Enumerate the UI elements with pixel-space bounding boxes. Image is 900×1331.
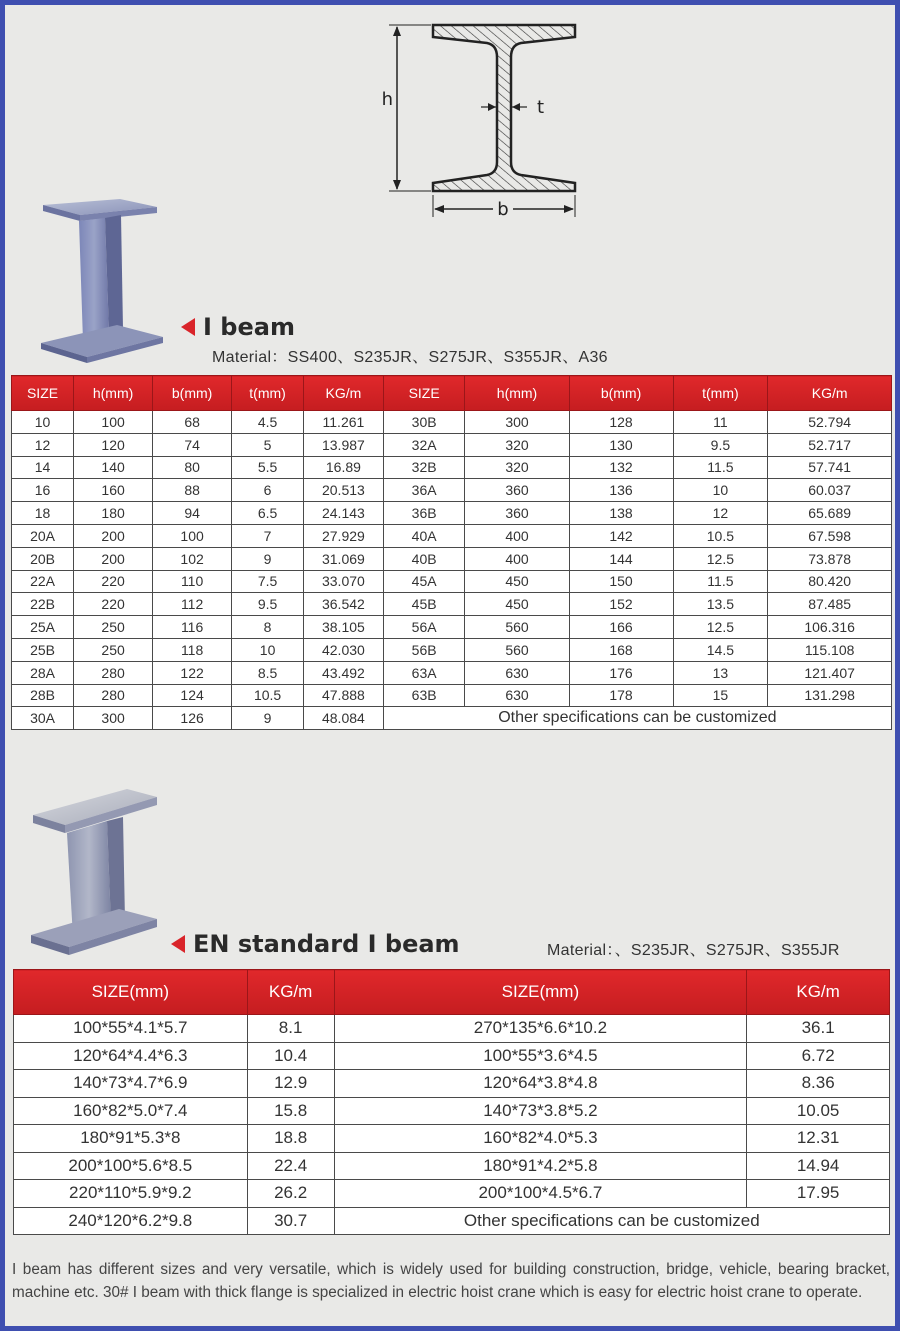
table-row [14,1070,890,1098]
table-cell: 28B [12,684,74,707]
table-cell: 33.070 [304,570,384,593]
red-arrow-icon [171,935,185,953]
table-cell: 118 [153,638,232,661]
table-cell: 160*82*4.0*5.3 [334,1125,747,1153]
table-cell: 20B [12,547,74,570]
table-cell: 36B [383,502,465,525]
table-cell: 400 [465,524,569,547]
table-cell: 68 [153,411,232,434]
catalog-sheet [5,5,895,1326]
table-cell: 52.794 [768,411,892,434]
table-cell: 11.5 [673,456,768,479]
table-cell: 128 [569,411,673,434]
column-header: t(mm) [232,376,304,411]
en-i-beam-spec-table [13,969,890,1235]
table-cell: 15 [673,684,768,707]
table-cell: 100*55*3.6*4.5 [334,1042,747,1070]
material-label: Material：SS400、S235JR、S275JR、S355JR、A36 [212,349,608,366]
column-header: b(mm) [153,376,232,411]
table-cell: 40A [383,524,465,547]
table-cell: 43.492 [304,661,384,684]
table-cell: 63B [383,684,465,707]
table-cell: 5.5 [232,456,304,479]
table-cell: 220 [74,570,153,593]
table-cell: 160*82*5.0*7.4 [14,1097,248,1125]
table-cell: 8 [232,616,304,639]
table-cell: 10.5 [673,524,768,547]
column-header: SIZE(mm) [14,970,248,1015]
table-cell: 116 [153,616,232,639]
table-row [12,502,892,525]
table-cell: 176 [569,661,673,684]
table-cell: 178 [569,684,673,707]
table-cell: 30B [383,411,465,434]
table-cell: 630 [465,661,569,684]
table-cell: 200 [74,524,153,547]
table-cell: 110 [153,570,232,593]
table-cell: 12.9 [247,1070,334,1098]
column-header: KG/m [247,970,334,1015]
table-cell: 9 [232,547,304,570]
table-cell: 36A [383,479,465,502]
table-cell: 6 [232,479,304,502]
column-header: t(mm) [673,376,768,411]
table-cell: 250 [74,638,153,661]
table-cell: 450 [465,593,569,616]
table-cell: 136 [569,479,673,502]
column-header: KG/m [304,376,384,411]
section-title: EN standard I beam [193,930,460,958]
table-row [12,593,892,616]
table-cell: 47.888 [304,684,384,707]
table-row [14,1015,890,1043]
table-cell: 142 [569,524,673,547]
table-cell: 140*73*4.7*6.9 [14,1070,248,1098]
table-cell: 10.05 [747,1097,890,1125]
table-cell: 100 [74,411,153,434]
table-cell: 10 [673,479,768,502]
table-row [12,616,892,639]
table-cell: 32A [383,433,465,456]
table-cell: 9.5 [673,433,768,456]
table-row [12,638,892,661]
column-header: SIZE [383,376,465,411]
table-cell: 25B [12,638,74,661]
h-label: h [381,89,393,110]
table-cell: 14.94 [747,1152,890,1180]
table-cell: 65.689 [768,502,892,525]
table-cell: 10.5 [232,684,304,707]
table-cell: 140 [74,456,153,479]
table-cell: 40B [383,547,465,570]
table-row [14,1152,890,1180]
table-row [12,684,892,707]
table-cell: 7 [232,524,304,547]
table-header-row [14,970,890,1015]
description-text: I beam has different sizes and very versatile, which is widely used for building construction, bridge, vehicle, bearing bracket, machine etc. 30# I beam with thick flange is specialized in electric hoist crane which is easy for electric hoist crane to operate. [12,1261,890,1301]
table-cell: 18 [12,502,74,525]
table-row [12,411,892,434]
table-row [12,661,892,684]
table-cell: 30.7 [247,1207,334,1235]
table-cell: 180 [74,502,153,525]
table-cell: 94 [153,502,232,525]
customization-note: Other specifications can be customized [383,707,891,730]
table-cell: 100*55*4.1*5.7 [14,1015,248,1043]
table-cell: 320 [465,456,569,479]
table-cell: 102 [153,547,232,570]
table-cell: 16 [12,479,74,502]
table-cell: 12.31 [747,1125,890,1153]
section-title: I beam [203,313,295,341]
table-cell: 7.5 [232,570,304,593]
table-cell: 560 [465,616,569,639]
table-cell: 220*110*5.9*9.2 [14,1180,248,1208]
table-cell: 5 [232,433,304,456]
table-cell: 9 [232,707,304,730]
table-cell: 60.037 [768,479,892,502]
table-cell: 140*73*3.8*5.2 [334,1097,747,1125]
i-beam-photo [35,193,165,365]
table-cell: 36.1 [747,1015,890,1043]
table-row [14,1207,890,1235]
table-cell: 6.72 [747,1042,890,1070]
table-cell: 18.8 [247,1125,334,1153]
column-header: SIZE [12,376,74,411]
table-cell: 250 [74,616,153,639]
table-cell: 13.987 [304,433,384,456]
table-cell: 131.298 [768,684,892,707]
table-cell: 30A [12,707,74,730]
table-cell: 31.069 [304,547,384,570]
table-row [12,570,892,593]
table-cell: 52.717 [768,433,892,456]
table-cell: 300 [465,411,569,434]
table-cell: 22B [12,593,74,616]
table-cell: 80 [153,456,232,479]
table-cell: 24.143 [304,502,384,525]
table-cell: 300 [74,707,153,730]
table-cell: 28A [12,661,74,684]
column-header: h(mm) [465,376,569,411]
b-label: b [497,199,509,220]
table-row [14,1097,890,1125]
table-cell: 122 [153,661,232,684]
column-header: h(mm) [74,376,153,411]
i-beam-cross-section-diagram [375,17,595,222]
table-row [12,524,892,547]
table-cell: 13 [673,661,768,684]
table-cell: 320 [465,433,569,456]
table-cell: 4.5 [232,411,304,434]
en-i-beam-photo [27,785,162,960]
table-cell: 11 [673,411,768,434]
table-cell: 36.542 [304,593,384,616]
table-cell: 73.878 [768,547,892,570]
table-cell: 560 [465,638,569,661]
table-row [14,1125,890,1153]
en-i-beam-heading [171,930,460,958]
table-cell: 220 [74,593,153,616]
table-cell: 88 [153,479,232,502]
table-cell: 280 [74,661,153,684]
table-cell: 630 [465,684,569,707]
table-cell: 16.89 [304,456,384,479]
column-header: KG/m [747,970,890,1015]
table-cell: 74 [153,433,232,456]
table-cell: 45A [383,570,465,593]
t-label: t [537,97,545,118]
table-cell: 166 [569,616,673,639]
table-cell: 112 [153,593,232,616]
table-cell: 14.5 [673,638,768,661]
table-cell: 63A [383,661,465,684]
table-cell: 150 [569,570,673,593]
table-cell: 56A [383,616,465,639]
table-cell: 9.5 [232,593,304,616]
table-cell: 120*64*4.4*6.3 [14,1042,248,1070]
table-cell: 25A [12,616,74,639]
table-cell: 38.105 [304,616,384,639]
table-row [12,433,892,456]
table-cell: 200*100*5.6*8.5 [14,1152,248,1180]
table-cell: 10 [232,638,304,661]
table-row [12,456,892,479]
column-header: KG/m [768,376,892,411]
table-cell: 8.5 [232,661,304,684]
table-cell: 20.513 [304,479,384,502]
table-row [14,1042,890,1070]
table-cell: 360 [465,479,569,502]
table-cell: 280 [74,684,153,707]
table-cell: 6.5 [232,502,304,525]
table-cell: 130 [569,433,673,456]
table-cell: 450 [465,570,569,593]
table-cell: 80.420 [768,570,892,593]
table-cell: 20A [12,524,74,547]
table-cell: 200*100*4.5*6.7 [334,1180,747,1208]
table-cell: 12 [12,433,74,456]
table-cell: 200 [74,547,153,570]
table-cell: 22A [12,570,74,593]
table-row [12,707,892,730]
table-cell: 144 [569,547,673,570]
table-cell: 32B [383,456,465,479]
table-cell: 360 [465,502,569,525]
table-cell: 8.1 [247,1015,334,1043]
table-cell: 14 [12,456,74,479]
table-cell: 126 [153,707,232,730]
column-header: b(mm) [569,376,673,411]
table-cell: 240*120*6.2*9.8 [14,1207,248,1235]
table-cell: 10 [12,411,74,434]
table-cell: 12 [673,502,768,525]
table-cell: 27.929 [304,524,384,547]
table-header-row [12,376,892,411]
table-cell: 132 [569,456,673,479]
table-cell: 11.261 [304,411,384,434]
table-cell: 87.485 [768,593,892,616]
table-cell: 120 [74,433,153,456]
table-cell: 67.598 [768,524,892,547]
red-arrow-icon [181,318,195,336]
table-cell: 11.5 [673,570,768,593]
table-cell: 22.4 [247,1152,334,1180]
table-cell: 17.95 [747,1180,890,1208]
table-cell: 13.5 [673,593,768,616]
table-cell: 42.030 [304,638,384,661]
table-cell: 400 [465,547,569,570]
table-cell: 138 [569,502,673,525]
customization-note: Other specifications can be customized [334,1207,889,1235]
table-cell: 26.2 [247,1180,334,1208]
table-cell: 270*135*6.6*10.2 [334,1015,747,1043]
table-cell: 15.8 [247,1097,334,1125]
table-cell: 168 [569,638,673,661]
table-cell: 10.4 [247,1042,334,1070]
i-beam-spec-table [11,375,892,730]
table-cell: 8.36 [747,1070,890,1098]
table-cell: 12.5 [673,547,768,570]
material-label: Material：、S235JR、S275JR、S355JR [547,942,840,959]
table-cell: 160 [74,479,153,502]
table-row [14,1180,890,1208]
table-cell: 115.108 [768,638,892,661]
table-row [12,479,892,502]
table-cell: 180*91*5.3*8 [14,1125,248,1153]
table-cell: 45B [383,593,465,616]
table-cell: 56B [383,638,465,661]
i-beam-heading [181,313,295,341]
table-cell: 57.741 [768,456,892,479]
table-row [12,547,892,570]
table-cell: 100 [153,524,232,547]
column-header: SIZE(mm) [334,970,747,1015]
table-cell: 48.084 [304,707,384,730]
table-cell: 152 [569,593,673,616]
table-cell: 180*91*4.2*5.8 [334,1152,747,1180]
table-cell: 124 [153,684,232,707]
table-cell: 121.407 [768,661,892,684]
table-cell: 12.5 [673,616,768,639]
table-cell: 106.316 [768,616,892,639]
table-cell: 120*64*3.8*4.8 [334,1070,747,1098]
